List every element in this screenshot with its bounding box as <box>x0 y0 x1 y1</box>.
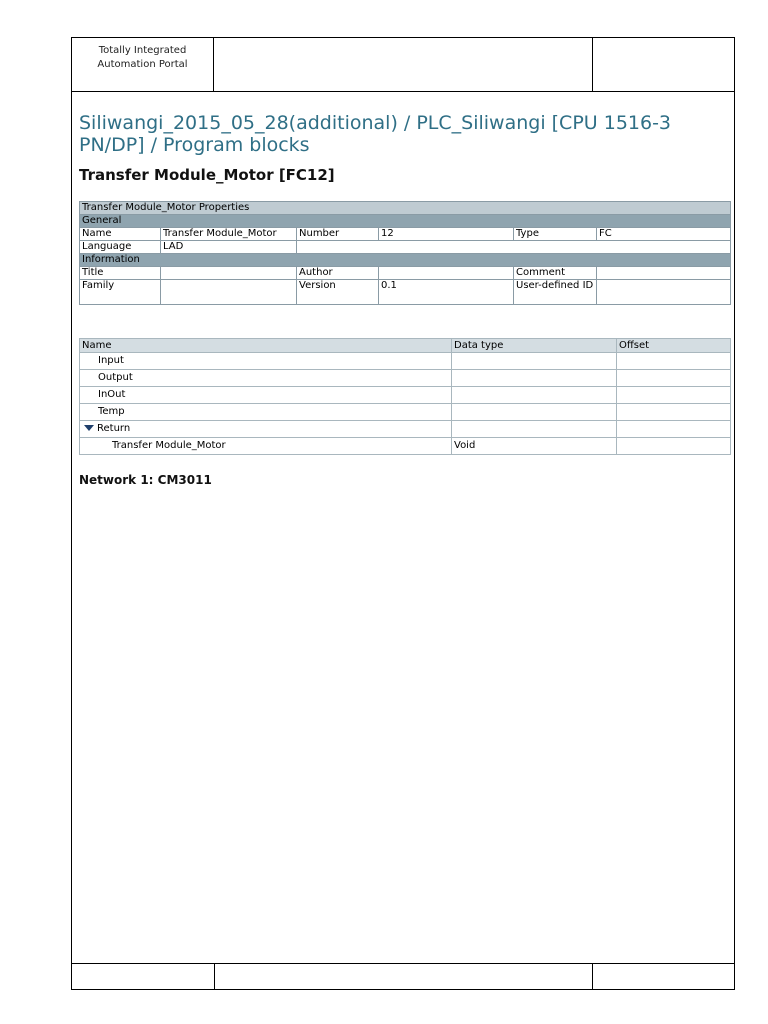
number-label: Number <box>297 228 379 241</box>
language-label: Language <box>80 241 161 254</box>
row-offset <box>617 438 731 455</box>
row-type: Void <box>452 438 617 455</box>
udid-value <box>597 280 731 305</box>
row-name: Output <box>80 370 452 387</box>
return-label: Return <box>97 423 131 434</box>
comment-value <box>597 267 731 280</box>
comment-label: Comment <box>514 267 597 280</box>
table-row <box>80 370 731 387</box>
interface-table <box>79 338 731 455</box>
version-value: 0.1 <box>379 280 514 305</box>
row-type <box>452 387 617 404</box>
row-type <box>452 370 617 387</box>
header-divider <box>592 38 593 91</box>
properties-table <box>79 201 731 305</box>
table-row <box>80 404 731 421</box>
row-type <box>452 421 617 438</box>
family-label: Family <box>80 280 161 305</box>
portal-label <box>72 38 214 91</box>
section-information: Information <box>80 254 731 267</box>
type-label: Type <box>514 228 597 241</box>
row-offset <box>617 387 731 404</box>
row-offset <box>617 353 731 370</box>
section-general: General <box>80 215 731 228</box>
row-name: Temp <box>80 404 452 421</box>
language-value: LAD <box>161 241 297 254</box>
name-label: Name <box>80 228 161 241</box>
title-value <box>161 267 297 280</box>
table-row <box>80 421 731 438</box>
footer-divider-2 <box>592 964 593 989</box>
language-spacer <box>297 241 731 254</box>
footer-divider-1 <box>214 964 215 989</box>
properties-caption: Transfer Module_Motor Properties <box>80 202 731 215</box>
table-row <box>80 438 731 455</box>
row-offset <box>617 404 731 421</box>
row-type <box>452 353 617 370</box>
udid-label: User-defined ID <box>514 280 597 305</box>
project-path: Siliwangi_2015_05_28(additional) / PLC_Siliwangi [CPU 1516-3 PN/DP] / Program blocks <box>79 112 672 156</box>
number-value: 12 <box>379 228 514 241</box>
row-name: InOut <box>80 387 452 404</box>
table-row <box>80 387 731 404</box>
row-offset <box>617 421 731 438</box>
name-value: Transfer Module_Motor <box>161 228 297 241</box>
block-title: Transfer Module_Motor [FC12] <box>79 166 335 184</box>
page-footer <box>72 963 734 989</box>
col-offset-header: Offset <box>617 339 731 353</box>
table-row <box>80 353 731 370</box>
author-label: Author <box>297 267 379 280</box>
collapse-triangle-icon[interactable] <box>84 425 94 431</box>
col-name-header: Name <box>80 339 452 353</box>
col-datatype-header: Data type <box>452 339 617 353</box>
document-page <box>71 37 735 990</box>
portal-label-line2: Automation Portal <box>97 59 188 70</box>
version-label: Version <box>297 280 379 305</box>
row-offset <box>617 370 731 387</box>
row-name: Transfer Module_Motor <box>80 438 452 455</box>
type-value: FC <box>597 228 731 241</box>
row-type <box>452 404 617 421</box>
author-value <box>379 267 514 280</box>
title-label: Title <box>80 267 161 280</box>
network-title: Network 1: CM3011 <box>79 473 212 487</box>
row-name <box>80 421 452 438</box>
portal-label-line1: Totally Integrated <box>98 45 187 56</box>
row-name: Input <box>80 353 452 370</box>
page-header <box>72 38 734 92</box>
family-value <box>161 280 297 305</box>
